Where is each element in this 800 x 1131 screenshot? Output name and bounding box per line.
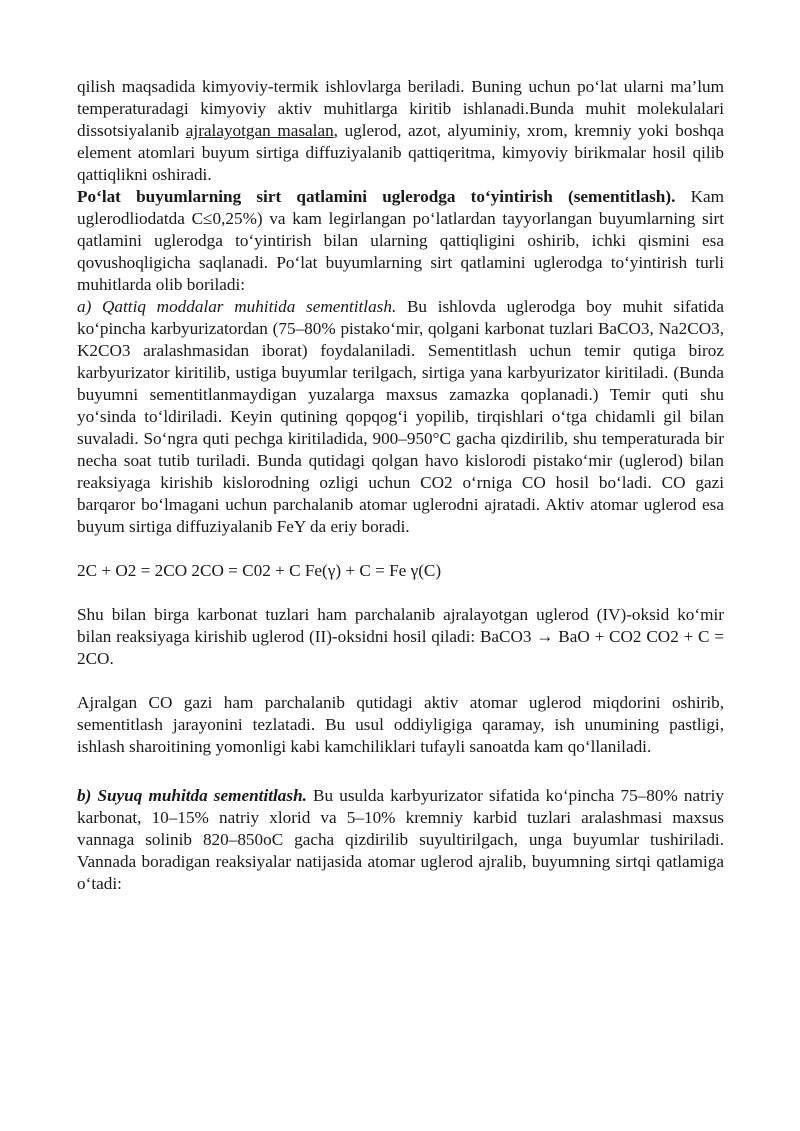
equation-line: 2C + O2 = 2CO 2CO = C02 + C Fe(γ) + C = Fe γ(C) [77,561,442,580]
document-page [77,76,724,895]
subsection-heading-solid: a) Qattiq moddalar muhitida sementitlash. [77,297,397,316]
subsection-heading-liquid: b) Suyuq muhitda sementitlash. [77,786,307,805]
paragraph-carburizing: Po‘lat buyumlarning sirt qatlamini uglerodga to‘yintirish (sementitlash). Kam uglerodliodatda C≤0,25%) va kam legirlangan po‘latlardan tayyorlangan buyumlarning sirt qatlamini uglerodga to‘yintirish bilan ularning qattiqligini oshirib, ichki qismini esa qovushoqligicha saqlanadi. Po‘lat buyumlarning sirt qatlamini uglerodga to‘yintirish turli muhitlarda olib boriladi: [77,187,724,294]
paragraph-liquid-medium: b) Suyuq muhitda sementitlash. Bu usulda karbyurizator sifatida ko‘pincha 75–80% natriy karbonat, 10–15% natriy xlorid va 5–10% kremniy karbid tuzlari aralashmasi maxsus vannaga solinib 820–850oC gacha qizdirilib suyultirilgach, unga buyumlar tushiriladi. Vannada boradigan reaksiyalar natijasida atomar uglerod ajralib, buyumning sirtqi qatlamiga o‘tadi: [77,786,724,893]
paragraph-carbonate: Shu bilan birga karbonat tuzlari ham parchalanib ajralayotgan uglerod (IV)-oksid ko‘mir bilan reaksiyaga kirishib uglerod (II)-oksidni hosil qiladi: BaCO3 → BaO + CO2 CO2 + C = 2CO. [77,605,724,668]
section-heading-carburizing: Po‘lat buyumlarning sirt qatlamini uglerodga to‘yintirish (sementitlash). [77,187,676,206]
paragraph-co-gas: Ajralgan CO gazi ham parchalanib qutidagi aktiv atomar uglerod miqdorini oshirib, sementitlash jarayonini tezlatadi. Bu usul oddiyligiga qaramay, ish unumining pastligi, ishlash sharoitining yomonligi kabi kamchiliklari tufayli sanoatda kam qo‘llaniladi. [77,693,724,756]
paragraph-solid-medium: a) Qattiq moddalar muhitida sementitlash. Bu ishlovda uglerodga boy muhit sifatida ko‘pincha karbyurizatordan (75–80% pistako‘mir, qolgani karbonat tuzlari BaCO3, Na2CO3, K2CO3 aralashmasidan iborat) foydalaniladi. Sementitlash uchun temir qutiga biroz karbyurizator kiritilib, ustiga buyumlar terilgach, sirtiga yana karbyurizator kiritiladi. (Bunda buyumni sementitlanmaydigan yuzalarga maxsus zamazka qoplanadi.) Temir quti shu yo‘sinda to‘ldiriladi. Keyin qutining qopqog‘i yopilib, tirqishlari o‘tga chidamli gil bilan suvaladi. So‘ngra quti pechga kiritiladida, 900–950°C gacha qizdirilib, shu temperaturada bir necha soat tutib turiladi. Bunda qutidagi qolgan havo kislorodi pistako‘mir (uglerod) bilan reaksiyaga kirishib kislorodning ozligi uchun CO2 o‘rniga CO hosil bo‘ladi. CO gazi barqaror bo‘lmagani uchun parchalanib atomar uglerodni ajratadi. Aktiv atomar uglerod esa buyum sirtiga diffuziyalanib FeY da eriy boradi. [77,297,724,536]
paragraph-intro: qilish maqsadida kimyoviy-termik ishlovlarga beriladi. Buning uchun po‘lat ularni ma’lum temperaturadagi kimyoviy aktiv muhitlarga kiritib ishlanadi.Bunda muhit molekulalari dissotsiyalanib ajralayotgan masalan, uglerod, azot, alyuminiy, xrom, kremniy yoki boshqa element atomlari buyum sirtiga diffuziyalanib qattiqeritma, kimyoviy birikmalar hosil qilib qattiqlikni oshiradi. [77,77,724,184]
underlined-phrase: ajralayotgan masalan [185,121,334,140]
